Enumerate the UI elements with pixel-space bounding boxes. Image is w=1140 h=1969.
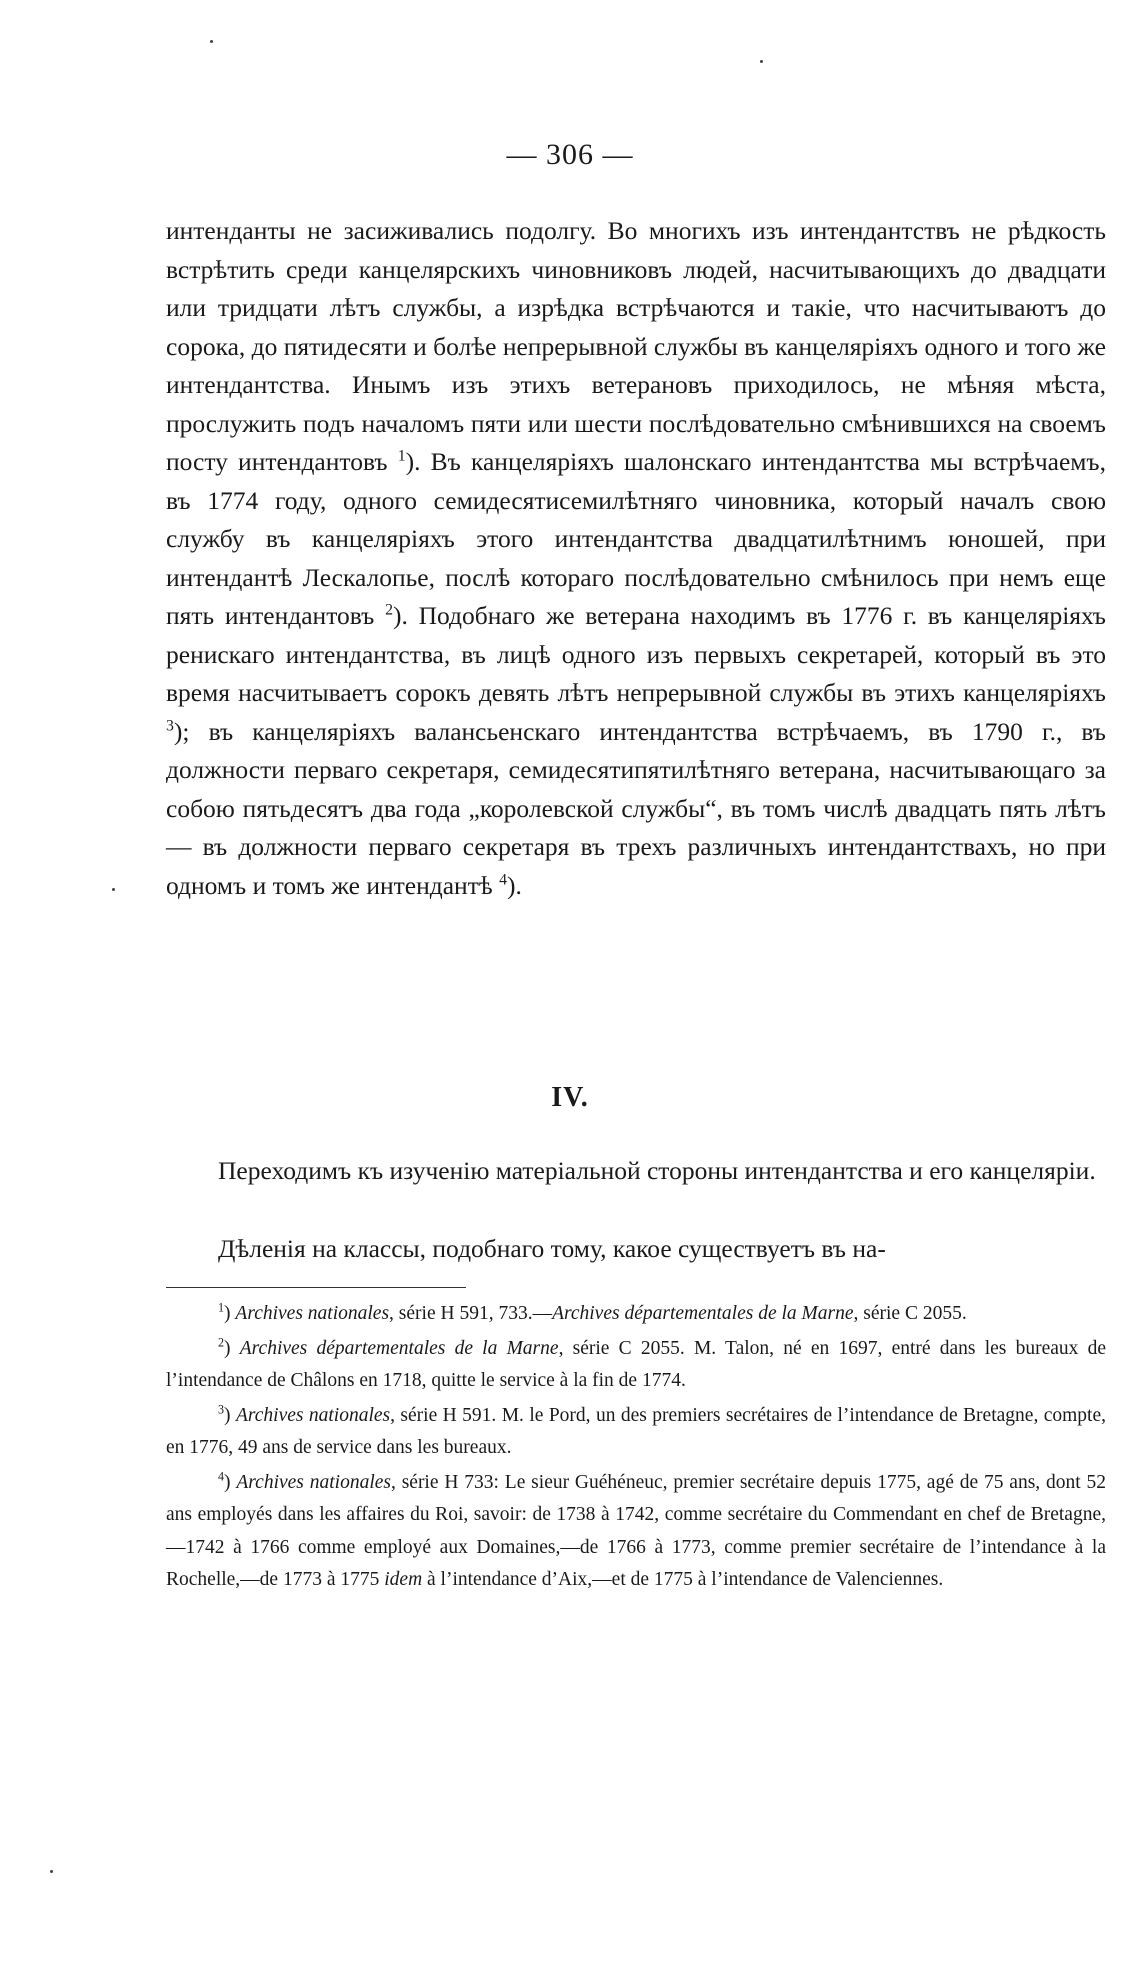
footnote-reference: 4 [499, 871, 507, 888]
page-number: — 306 — [506, 138, 634, 171]
footnote-4 [166, 1467, 1106, 1597]
source-citation: Archives nationales [235, 1303, 390, 1324]
paragraph-text: Переходимъ къ изученію матеріальной стороны интендантства и его канцеляріи. [218, 1156, 1096, 1185]
footnote-marker: $^4$) [218, 1469, 237, 1493]
footnote-1 [166, 1298, 1106, 1331]
paragraph-3 [166, 1230, 1106, 1269]
footnote-number: 1 [218, 1300, 225, 1315]
footnote-text: , série H 591, 733.— [389, 1303, 553, 1324]
print-speck [112, 888, 115, 891]
text-run: ). Подобнаго же ветерана находимъ въ 1776 г. въ канцеляріяхъ ренискаго интендантства, въ лицѣ одного изъ первыхъ секретарей, который въ это время насчитываетъ сорокъ девять лѣтъ непрерывной службы въ этихъ канцеляріяхъ [166, 601, 1106, 707]
paragraph-text: Дѣленія на классы, подобнаго тому, какое существуетъ въ на- [218, 1234, 886, 1263]
text-run: ). [506, 870, 522, 900]
footnotes [166, 1298, 1106, 1599]
footnote-number: 3 [218, 1402, 225, 1416]
footnote-text: , série H 733: Le sieur Guéhéneuc, premier secrétaire depuis 1775, agé de 75 ans, dont 52 ans employés dans les affaires du Roi, savoir: de 1738 à 1742, comme secrétaire du Commendant en chef de Bretagne,—1742 à 1766 comme employé aux Domaines,—de 1766 à 1773, comme premier secrétaire de l’intendance à la Rochelle,—de 1773 à 1775 [166, 1471, 1107, 1590]
paragraph-text [166, 212, 1106, 905]
paragraph-2 [166, 1152, 1106, 1191]
footnote-text: à l’intendance d’Aix,—et de 1775 à l’intendance de Valenciennes. [422, 1569, 944, 1590]
print-speck [760, 60, 763, 63]
main-paragraph [166, 212, 1106, 905]
footnote-divider [166, 1287, 466, 1288]
text-run: ). Въ канцеляріяхъ шалонскаго интендантства мы встрѣчаемъ, въ 1774 году, одного семидесятисемилѣтняго чиновника, который началъ свою службу въ канцеляріяхъ этого интендантства двадцатилѣтнимъ юношей, при интендантѣ Лескалопье, послѣ котораго послѣдовательно смѣнилось при немъ еще пять интендантовъ [166, 447, 1106, 630]
footnote-2 [166, 1333, 1106, 1398]
footnote-reference: 3 [166, 717, 174, 734]
footnote-number: 2 [218, 1335, 225, 1349]
source-citation: idem [384, 1569, 423, 1590]
footnote-3 [166, 1400, 1106, 1465]
footnote-marker: $^3$) [218, 1402, 236, 1426]
text-run: интенданты не засиживались подолгу. Во многихъ изъ интендантствъ не рѣдкость встрѣтить среди канцелярскихъ чиновниковъ людей, насчитывающихъ до двадцати или тридцати лѣтъ службы, а изрѣдка встрѣчаются и такіе, что насчитываютъ до сорока, до пятидесяти и болѣе непрерывной службы въ канцеляріяхъ одного и того же интендантства. Инымъ изъ этихъ ветерановъ приходилось, не мѣняя мѣста, прослужить подъ началомъ пяти или шести послѣдовательно смѣнившихся на своемъ посту интендантовъ [166, 216, 1106, 476]
source-citation: Archives nationales [236, 1471, 391, 1493]
source-citation: Archives départementales de la Marne [552, 1303, 854, 1324]
footnote-text: , série C 2055. M. Talon, né en 1697, entré dans les bureaux de l’intendance de Châlons en 1718, quitte le service à la fin de 1774. [166, 1337, 1107, 1391]
footnote-number: 4 [218, 1469, 225, 1483]
print-speck [50, 1870, 53, 1873]
print-speck [210, 40, 213, 43]
text-run: ); въ канцеляріяхъ валансьенскаго интендантства встрѣчаемъ, въ 1790 г., въ должности перваго секретаря, семидесятипятилѣтняго ветерана, насчитывающаго за собою пятьдесятъ два года „королевской службы“, въ томъ числѣ двадцать пять лѣтъ — въ должности перваго секретаря въ трехъ различныхъ интендантствахъ, но при одномъ и томъ же интендантѣ [166, 716, 1106, 900]
footnote-marker: $^1$) [218, 1300, 236, 1324]
source-citation: Archives nationales [235, 1404, 391, 1426]
footnote-reference: 1 [397, 447, 406, 465]
source-citation: Archives départementales de la Marne [239, 1337, 559, 1359]
footnote-text: , série C 2055. [853, 1303, 967, 1324]
footnote-marker: $^2$) [218, 1335, 240, 1359]
footnote-text: , série H 591. M. le Pord, un des premiers secrétaires de l’intendance de Bretagne, compte, en 1776, 49 ans de service dans les bureaux. [166, 1404, 1107, 1458]
section-heading: IV. [551, 1082, 589, 1113]
footnote-reference: 2 [385, 601, 393, 619]
